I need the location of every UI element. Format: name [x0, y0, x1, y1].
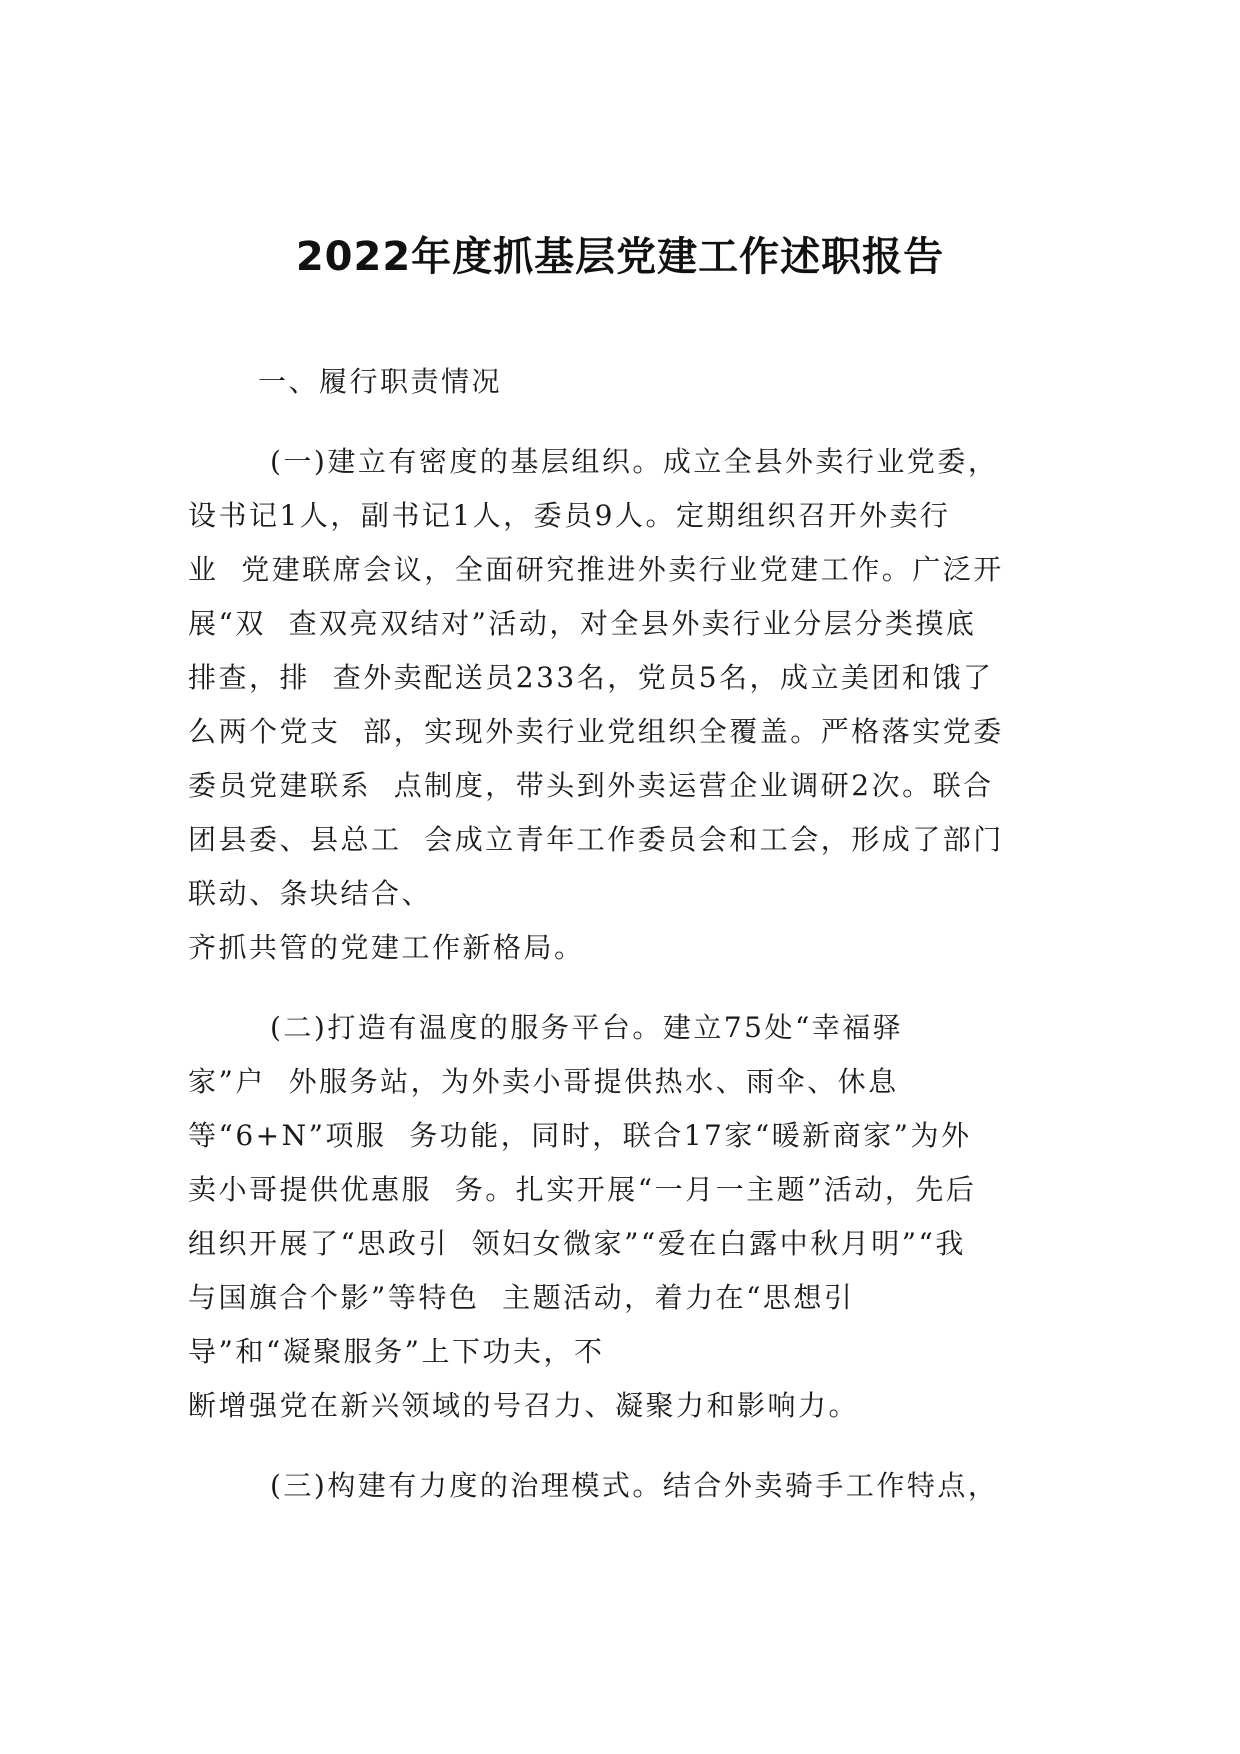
document-body [188, 355, 1068, 1513]
document-title: 2022年度抓基层党建工作述职报告 [295, 234, 945, 280]
section-heading: 一、履行职责情况 [258, 365, 503, 398]
paragraph-line: 导”和“凝聚服务”上下功夫，不 [188, 1335, 605, 1368]
paragraph-line: 展“双 查双亮双结对”活动，对全县外卖行业分层分类摸底 [188, 607, 977, 640]
paragraph-line: (三)构建有力度的治理模式。结合外卖骑手工作特点， [270, 1469, 999, 1502]
paragraph-2 [188, 1001, 1068, 1433]
paragraph-line: 断增强党在新兴领域的号召力、凝聚力和影响力。 [188, 1389, 860, 1422]
paragraph-3 [188, 1459, 1068, 1513]
paragraph-line: 等“6+N”项服 务功能，同时，联合17家“暖新商家”为外 [188, 1119, 972, 1152]
paragraph-line: 团县委、县总工 会成立青年工作委员会和工会，形成了部门 [188, 823, 1004, 856]
paragraph-line: 委员党建联系 点制度，带头到外卖运营企业调研2次。联合 [188, 769, 994, 802]
paragraph-line: 么两个党支 部，实现外卖行业党组织全覆盖。严格落实党委 [188, 715, 1004, 748]
paragraph-line: 业 党建联席会议，全面研究推进外卖行业党建工作。广泛开 [188, 553, 1004, 586]
paragraph-line: (二)打造有温度的服务平台。建立75处“幸福驿 [270, 1011, 904, 1044]
paragraph-line: 家”户 外服务站，为外卖小哥提供热水、雨伞、休息 [188, 1065, 899, 1098]
paragraph-line: 排查，排 查外卖配送员233名，党员5名，成立美团和饿了 [188, 661, 994, 694]
paragraph-line: 与国旗合个影”等特色 主题活动，着力在“思想引 [188, 1281, 855, 1314]
paragraph-line: 设书记1人，副书记1人，委员9人。定期组织召开外卖行 [188, 499, 951, 532]
paragraph-line: 联动、条块结合、 [188, 877, 433, 910]
paragraph-line: (一)建立有密度的基层组织。成立全县外卖行业党委， [270, 445, 999, 478]
paragraph-line: 卖小哥提供优惠服 务。扎实开展“一月一主题”活动，先后 [188, 1173, 977, 1206]
paragraph-1 [188, 435, 1068, 975]
paragraph-line: 组织开展了“思政引 领妇女微家”“爱在白露中秋月明”“我 [188, 1227, 966, 1260]
paragraph-line: 齐抓共管的党建工作新格局。 [188, 931, 585, 964]
